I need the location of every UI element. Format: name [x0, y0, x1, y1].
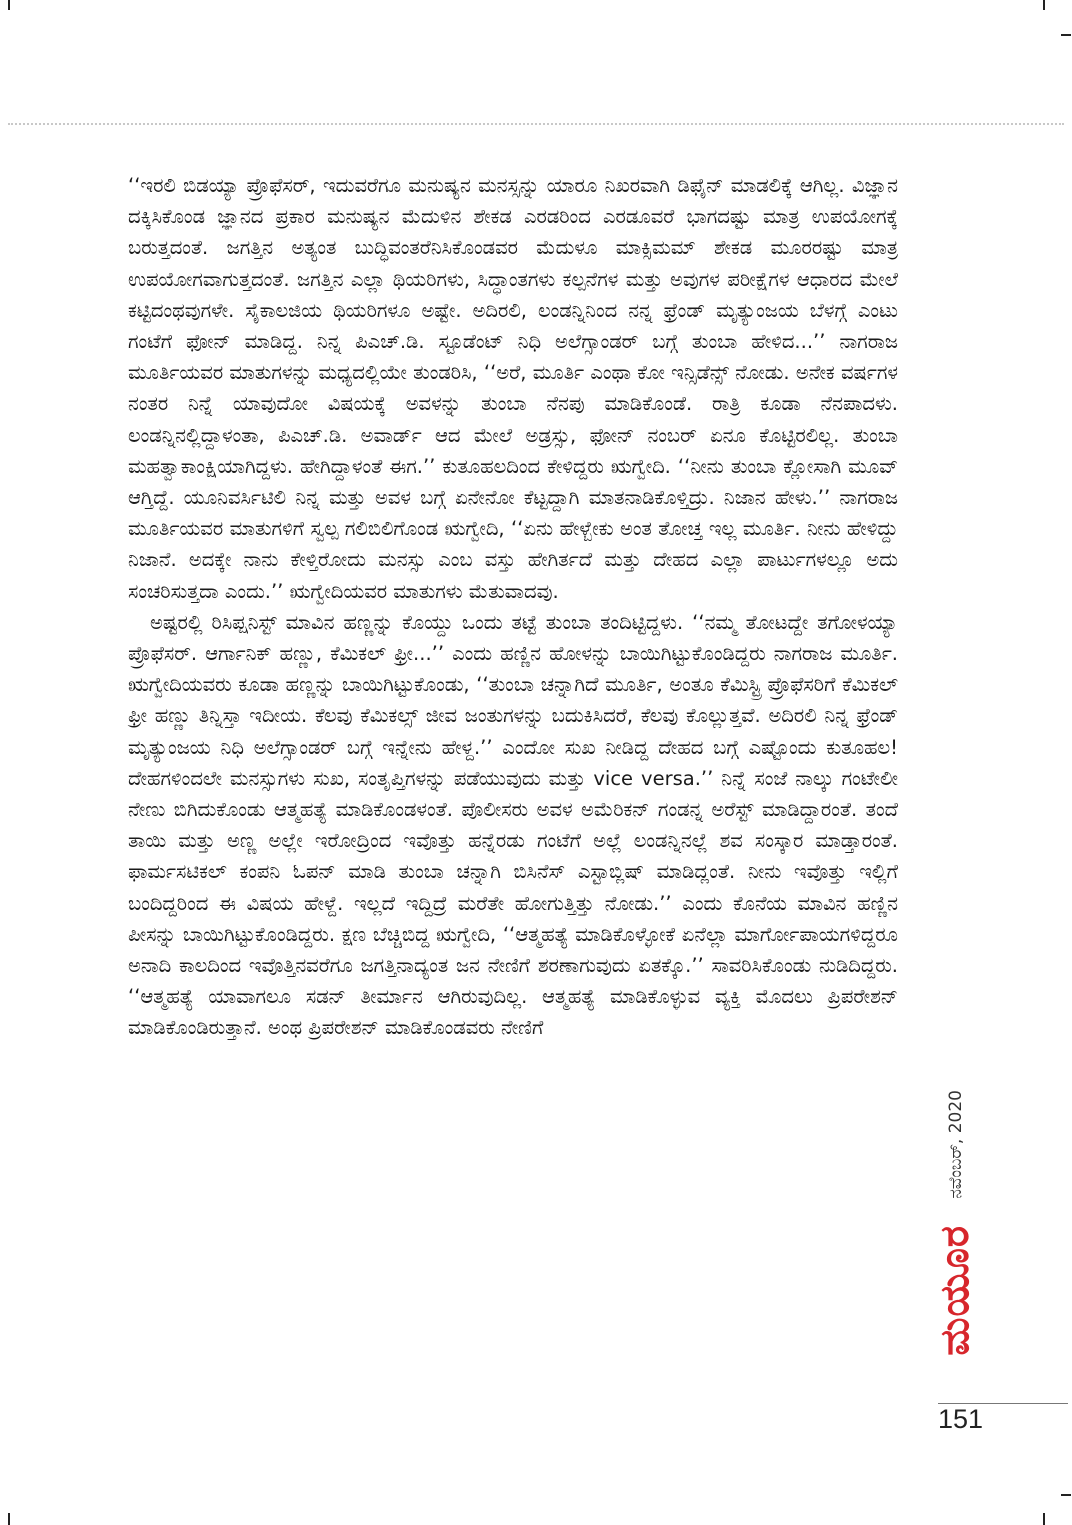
magazine-logo: ಮಯೂರ [932, 1225, 978, 1356]
crop-mark-bottom-right [1043, 1513, 1045, 1525]
crop-mark-right-upper [1061, 34, 1071, 36]
article-body [128, 170, 898, 1044]
header-dotted-rule [8, 123, 1064, 125]
crop-mark-right-lower [1061, 1494, 1071, 1496]
sidebar-masthead [910, 1085, 980, 1405]
article-paragraph-2: ಅಷ್ಟರಲ್ಲಿ ರಿಸಿಪ್ಷನಿಸ್ಟ್ ಮಾವಿನ ಹಣ್ಣನ್ನು ಕೊಯ್ದು ಒಂದು ತಟ್ಟೆ ತುಂಬಾ ತಂದಿಟ್ಟಿದ್ದಳು. ‘‘ನಮ್ಮ ತೋಟದ್ದೇ ತಗೋಳಯ್ಯಾ ಪ್ರೊಫೆಸರ್. ಆರ್ಗಾನಿಕ್ ಹಣ್ಣು, ಕೆಮಿಕಲ್ ಫ್ರೀ...’’ ಎಂದು ಹಣ್ಣಿನ ಹೋಳನ್ನು ಬಾಯಿಗಿಟ್ಟುಕೊಂಡಿದ್ದರು ನಾಗರಾಜ ಮೂರ್ತಿ. ಋಗ್ವೇದಿಯವರು ಕೂಡಾ ಹಣ್ಣನ್ನು ಬಾಯಿಗಿಟ್ಟುಕೊಂಡು, ‘‘ತುಂಬಾ ಚನ್ನಾಗಿದೆ ಮೂರ್ತಿ, ಅಂತೂ ಕೆಮಿಸ್ಟ್ರಿ ಪ್ರೊಫೆಸರಿಗೆ ಕೆಮಿಕಲ್ ಫ್ರೀ ಹಣ್ಣು ತಿನ್ನಿಸ್ತಾ ಇದೀಯ. ಕೆಲವು ಕೆಮಿಕಲ್ಸ್ ಜೀವ ಜಂತುಗಳನ್ನು ಬದುಕಿಸಿದರೆ, ಕೆಲವು ಕೊಲ್ಲುತ್ತವೆ. ಅದಿರಲಿ ನಿನ್ನ ಫ್ರೆಂಡ್ ಮೃತ್ಯುಂಜಯ ನಿಧಿ ಅಲೆಗ್ಸಾಂಡರ್ ಬಗ್ಗೆ ಇನ್ನೇನು ಹೇಳ್ದ.’’ ಎಂದೋ ಸುಖ ನೀಡಿದ್ದ ದೇಹದ ಬಗ್ಗೆ ಎಷ್ಟೊಂದು ಕುತೂಹಲ! ದೇಹಗಳಿಂದಲೇ ಮನಸ್ಸುಗಳು ಸುಖ, ಸಂತೃಪ್ತಿಗಳನ್ನು ಪಡೆಯುವುದು ಮತ್ತು vice versa.’’ ನಿನ್ನೆ ಸಂಜೆ ನಾಲ್ಕು ಗಂಟೇಲೀ ನೇಣು ಬಿಗಿದುಕೊಂಡು ಆತ್ಮಹತ್ಯೆ ಮಾಡಿಕೊಂಡಳಂತೆ. ಪೊಲೀಸರು ಅವಳ ಅಮೆರಿಕನ್ ಗಂಡನ್ನ ಅರೆಸ್ಟ್ ಮಾಡಿದ್ದಾರಂತೆ. ತಂದೆ ತಾಯಿ ಮತ್ತು ಅಣ್ಣ ಅಲ್ಲೇ ಇರೋದ್ರಿಂದ ಇವೊತ್ತು ಹನ್ನೆರಡು ಗಂಟೆಗೆ ಅಲ್ಲೆ ಲಂಡನ್ನಿನಲ್ಲೆ ಶವ ಸಂಸ್ಕಾರ ಮಾಡ್ತಾರಂತೆ. ಫಾರ್ಮಸಟಿಕಲ್ ಕಂಪನಿ ಓಪನ್ ಮಾಡಿ ತುಂಬಾ ಚನ್ನಾಗಿ ಬಿಸಿನೆಸ್ ಎಸ್ಟಾಬ್ಲಿಷ್ ಮಾಡಿದ್ಲಂತೆ. ನೀನು ಇವೊತ್ತು ಇಲ್ಲಿಗೆ ಬಂದಿದ್ದರಿಂದ ಈ ವಿಷಯ ಹೇಳ್ದೆ. ಇಲ್ಲದೆ ಇದ್ದಿದ್ರೆ ಮರೆತೇ ಹೋಗುತ್ತಿತ್ತು ನೋಡು.’’ ಎಂದು ಕೊನೆಯ ಮಾವಿನ ಹಣ್ಣಿನ ಪೀಸನ್ನು ಬಾಯಿಗಿಟ್ಟುಕೊಂಡಿದ್ದರು. ಕ್ಷಣ ಬೆಚ್ಚಿಬಿದ್ದ ಋಗ್ವೇದಿ, ‘‘ಆತ್ಮಹತ್ಯೆ ಮಾಡಿಕೊಳ್ಳೋಕೆ ಏನೆಲ್ಲಾ ಮಾರ್ಗೋಪಾಯಗಳಿದ್ದರೂ ಅನಾದಿ ಕಾಲದಿಂದ ಇವೊತ್ತಿನವರೆಗೂ ಜಗತ್ತಿನಾದ್ಯಂತ ಜನ ನೇಣಿಗೆ ಶರಣಾಗುವುದು ಏತಕ್ಕೊ.’’ ಸಾವರಿಸಿಕೊಂಡು ನುಡಿದಿದ್ದರು. ‘‘ಆತ್ಮಹತ್ಯೆ ಯಾವಾಗಲೂ ಸಡನ್ ತೀರ್ಮಾನ ಆಗಿರುವುದಿಲ್ಲ. ಆತ್ಮಹತ್ಯೆ ಮಾಡಿಕೊಳ್ಳುವ ವ್ಯಕ್ತಿ ಮೊದಲು ಪ್ರಿಪರೇಶನ್ ಮಾಡಿಕೊಂಡಿರುತ್ತಾನೆ. ಅಂಥ ಪ್ರಿಪರೇಶನ್ ಮಾಡಿಕೊಂಡವರು ನೇಣಿಗೆ [128, 610, 898, 1040]
issue-date: ನವೆಂಬರ್, 2020 [946, 1090, 966, 1199]
crop-mark-bottom-left [8, 1513, 10, 1525]
article-paragraph-1: ‘‘ಇರಲಿ ಬಿಡಯ್ಯಾ ಪ್ರೊಫೆಸರ್, ಇದುವರೆಗೂ ಮನುಷ್ಯನ ಮನಸ್ಸನ್ನು ಯಾರೂ ನಿಖರವಾಗಿ ಡಿಫೈನ್ ಮಾಡಲಿಕ್ಕೆ ಆಗಿಲ್ಲ. ವಿಜ್ಞಾನ ದಕ್ಕಿಸಿಕೊಂಡ ಜ್ಞಾನದ ಪ್ರಕಾರ ಮನುಷ್ಯನ ಮೆದುಳಿನ ಶೇಕಡ ಎರಡರಿಂದ ಎರಡೂವರೆ ಭಾಗದಷ್ಟು ಮಾತ್ರ ಉಪಯೋಗಕ್ಕೆ ಬರುತ್ತದಂತೆ. ಜಗತ್ತಿನ ಅತ್ಯಂತ ಬುದ್ಧಿವಂತರೆನಿಸಿಕೊಂಡವರ ಮೆದುಳೂ ಮಾಕ್ಸಿಮಮ್ ಶೇಕಡ ಮೂರರಷ್ಟು ಮಾತ್ರ ಉಪಯೋಗವಾಗುತ್ತದಂತೆ. ಜಗತ್ತಿನ ಎಲ್ಲಾ ಥಿಯರಿಗಳು, ಸಿದ್ಧಾಂತಗಳು ಕಲ್ಪನೆಗಳ ಮತ್ತು ಅವುಗಳ ಪರೀಕ್ಷೆಗಳ ಆಧಾರದ ಮೇಲೆ ಕಟ್ಟಿದಂಥವುಗಳೇ. ಸೈಕಾಲಜಿಯ ಥಿಯರಿಗಳೂ ಅಷ್ಟೇ. ಅದಿರಲಿ, ಲಂಡನ್ನಿನಿಂದ ನನ್ನ ಫ್ರೆಂಡ್ ಮೃತ್ಯುಂಜಯ ಬೆಳಗ್ಗೆ ಎಂಟು ಗಂಟೆಗೆ ಫೋನ್ ಮಾಡಿದ್ದ. ನಿನ್ನ ಪಿಎಚ್.ಡಿ. ಸ್ಟೂಡೆಂಟ್ ನಿಧಿ ಅಲೆಗ್ಸಾಂಡರ್ ಬಗ್ಗೆ ತುಂಬಾ ಹೇಳಿದ...’’ ನಾಗರಾಜ ಮೂರ್ತಿಯವರ ಮಾತುಗಳನ್ನು ಮಧ್ಯದಲ್ಲಿಯೇ ತುಂಡರಿಸಿ, ‘‘ಅರೆ, ಮೂರ್ತಿ ಎಂಥಾ ಕೋ ಇನ್ಸಿಡೆನ್ಸ್ ನೋಡು. ಅನೇಕ ವರ್ಷಗಳ ನಂತರ ನಿನ್ನೆ ಯಾವುದೋ ವಿಷಯಕ್ಕೆ ಅವಳನ್ನು ತುಂಬಾ ನೆನಪು ಮಾಡಿಕೊಂಡೆ. ರಾತ್ರಿ ಕೂಡಾ ನೆನಪಾದಳು. ಲಂಡನ್ನಿನಲ್ಲಿದ್ದಾಳಂತಾ, ಪಿಎಚ್.ಡಿ. ಅವಾರ್ಡ್ ಆದ ಮೇಲೆ ಅಡ್ರಸ್ಸು, ಫೋನ್ ನಂಬರ್ ಏನೂ ಕೊಟ್ಟಿರಲಿಲ್ಲ. ತುಂಬಾ ಮಹತ್ವಾಕಾಂಕ್ಷಿಯಾಗಿದ್ದಳು. ಹೇಗಿದ್ದಾಳಂತೆ ಈಗ.’’ ಕುತೂಹಲದಿಂದ ಕೇಳಿದ್ದರು ಋಗ್ವೇದಿ. ‘‘ನೀನು ತುಂಬಾ ಕ್ಲೋಸಾಗಿ ಮೂವ್ ಆಗ್ತಿದ್ದೆ. ಯೂನಿವರ್ಸಿಟಿಲಿ ನಿನ್ನ ಮತ್ತು ಅವಳ ಬಗ್ಗೆ ಏನೇನೋ ಕೆಟ್ಟದ್ದಾಗಿ ಮಾತನಾಡಿಕೊಳ್ತಿದ್ರು. ನಿಜಾನ ಹೇಳು.’’ ನಾಗರಾಜ ಮೂರ್ತಿಯವರ ಮಾತುಗಳಿಗೆ ಸ್ವಲ್ಪ ಗಲಿಬಿಲಿಗೊಂಡ ಋಗ್ವೇದಿ, ‘‘ಏನು ಹೇಳ್ಬೇಕು ಅಂತ ತೋಚ್ತ ಇಲ್ಲ ಮೂರ್ತಿ. ನೀನು ಹೇಳಿದ್ದು ನಿಜಾನೆ. ಅದಕ್ಕೇ ನಾನು ಕೇಳ್ತಿರೋದು ಮನಸ್ಸು ಎಂಬ ವಸ್ತು ಹೇಗಿರ್ತದೆ ಮತ್ತು ದೇಹದ ಎಲ್ಲಾ ಪಾರ್ಟುಗಳಲ್ಲೂ ಅದು ಸಂಚರಿಸುತ್ತದಾ ಎಂದು.’’ ಋಗ್ವೇದಿಯವರ ಮಾತುಗಳು ಮೆತುವಾದವು. [128, 174, 898, 603]
crop-mark-top-left [8, 0, 10, 10]
crop-mark-top-right [1043, 0, 1045, 10]
page-number: 151 [938, 1404, 984, 1434]
